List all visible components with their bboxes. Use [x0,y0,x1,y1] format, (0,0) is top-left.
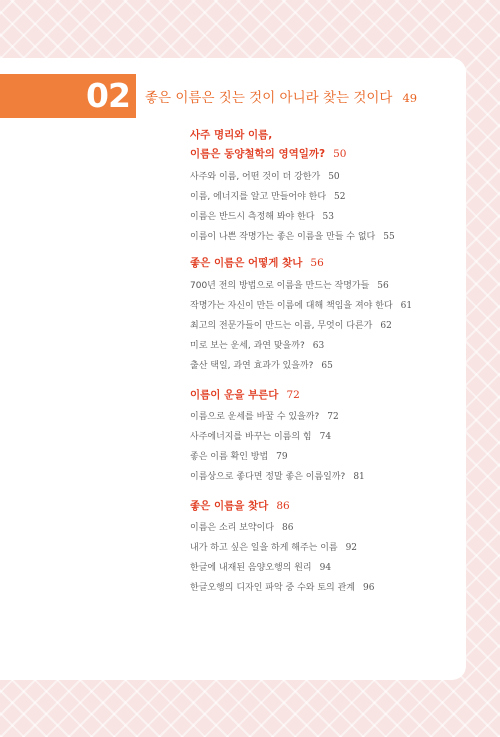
toc-entry: 이름은 소리 보약이다 86 [190,523,294,533]
toc-entry: 내가 하고 싶은 일을 하게 해주는 이름 92 [190,543,358,553]
section-page-number: 86 [276,500,290,512]
section-heading: 이름이 운을 부른다 72 [190,389,300,401]
section-page-number: 72 [286,389,300,401]
toc-entry: 이름은 반드시 측정해 봐야 한다 53 [190,212,334,222]
section-heading: 좋은 이름을 찾다 86 [190,500,290,512]
toc-entry: 출산 택일, 과연 효과가 있을까? 65 [190,361,333,371]
toc-entry: 이름상으로 좋다면 정말 좋은 이름일까? 81 [190,472,365,482]
section-page-number: 50 [333,148,347,160]
toc-entry: 최고의 전문가들이 만드는 이름, 무엇이 다른가 62 [190,321,392,331]
toc-entry: 사주에너지를 바꾸는 이름의 힘 74 [190,432,332,442]
chapter-title [145,86,417,106]
toc-entry: 한글오행의 디자인 파악 중 수와 토의 관계 96 [190,583,375,593]
toc-entry: 사주와 이름, 어떤 것이 더 강한가 50 [190,172,340,182]
toc-entry: 이름으로 운세를 바꿀 수 있을까? 72 [190,412,339,422]
toc-entry: 작명가는 자신이 만든 이름에 대해 책임을 져야 한다 61 [190,301,413,311]
section-heading: 이름은 동양철학의 영역일까? 50 [190,148,347,160]
toc-entry: 한글에 내재된 음양오행의 원리 94 [190,563,332,573]
chapter-number: 02 [86,76,130,115]
toc-entry: 700년 전의 방법으로 이름을 만드는 작명가들 56 [190,281,389,291]
chapter-title-text: 좋은 이름은 짓는 것이 아니라 찾는 것이다 [145,90,393,106]
section-heading: 사주 명리와 이름, [190,129,273,141]
section-heading: 좋은 이름은 어떻게 찾나 56 [190,257,324,269]
toc-entry: 이름, 에너지를 알고 만들어야 한다 52 [190,192,346,202]
toc-entry: 미로 보는 운세, 과연 맞을까? 63 [190,341,325,351]
chapter-page-number: 49 [402,91,418,105]
toc-entry: 좋은 이름 확인 방법 79 [190,452,288,462]
toc-entry: 이름이 나쁜 작명가는 좋은 이름을 만들 수 없다 55 [190,232,395,242]
section-page-number: 56 [310,257,324,269]
